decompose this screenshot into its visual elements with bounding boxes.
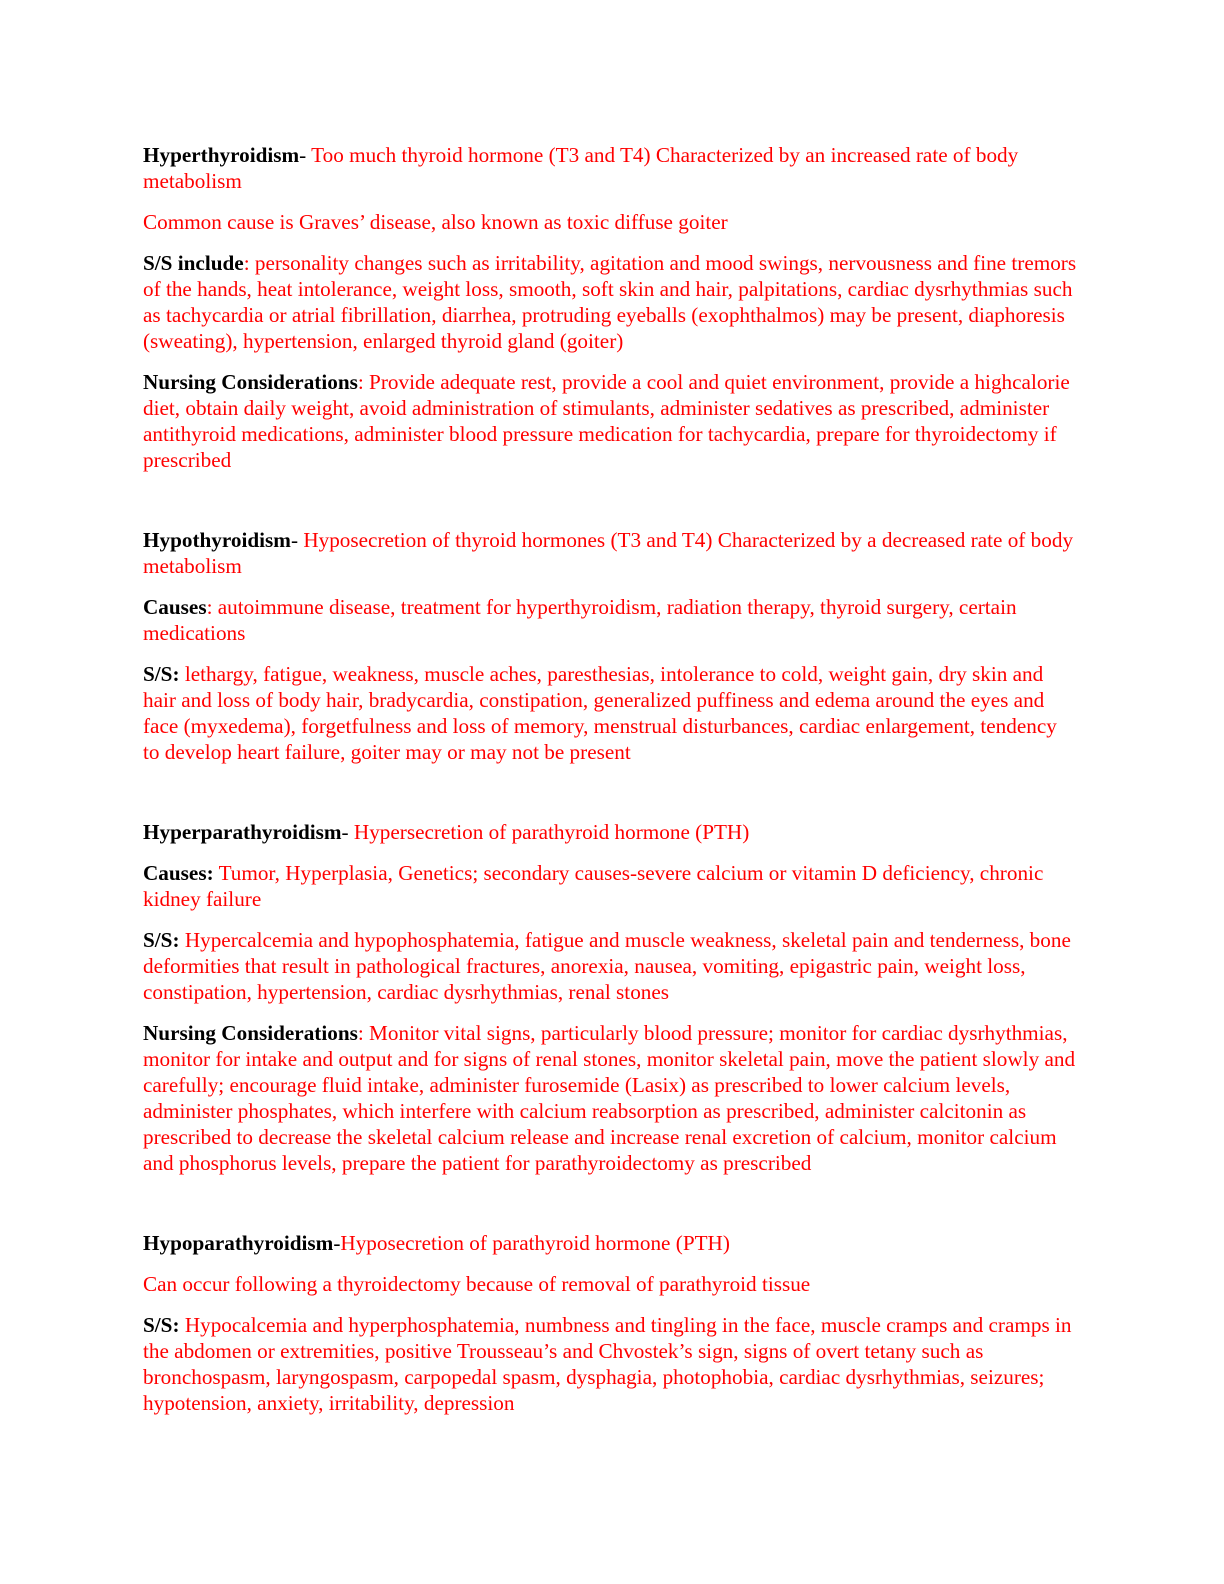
cause-paragraph (143, 1271, 1078, 1297)
definition-paragraph (143, 819, 1078, 845)
section-heading: Hypoparathyroidism (143, 1231, 334, 1255)
document-page (143, 142, 1078, 1416)
signs-symptoms-paragraph (143, 927, 1078, 1005)
causes-paragraph (143, 860, 1078, 912)
definition-paragraph (143, 1230, 1078, 1256)
label-separator: : (357, 1021, 370, 1045)
heading-separator: - (299, 143, 312, 167)
signs-symptoms-text: Hypercalcemia and hypophosphatemia, fatigue and muscle weakness, skeletal pain and tenderness, bone deformities that result in pathological fractures, anorexia, nausea, vomiting, epigastric pain, weight loss, constipation, hypertension, cardiac dysrhythmias, renal stones (143, 928, 1071, 1004)
section-heading: Hyperthyroidism (143, 143, 300, 167)
nursing-considerations-paragraph (143, 369, 1078, 473)
definition-text: Too much thyroid hormone (T3 and T4) Characterized by an increased rate of body metabolism (143, 143, 1019, 193)
signs-symptoms-label: S/S: (143, 662, 180, 686)
nursing-considerations-label: Nursing Considerations (143, 370, 358, 394)
section-heading: Hypothyroidism (143, 528, 291, 552)
nursing-considerations-paragraph (143, 1020, 1078, 1176)
cause-text: Can occur following a thyroidectomy because of removal of parathyroid tissue (143, 1272, 811, 1296)
section-heading: Hyperparathyroidism (143, 820, 342, 844)
definition-text: Hyposecretion of parathyroid hormone (PTH) (340, 1231, 730, 1255)
heading-separator: - (290, 528, 304, 552)
signs-symptoms-text: lethargy, fatigue, weakness, muscle aches, paresthesias, intolerance to cold, weight gain, dry skin and hair and loss of body hair, bradycardia, constipation, generalized puffiness and edema around the eyes and face (myxedema), forgetfulness and loss of memory, menstrual disturbances, cardiac enlargement, tendency to develop heart failure, goiter may or may not be present (143, 662, 1057, 764)
signs-symptoms-label: S/S include (143, 251, 244, 275)
cause-text: Common cause is Graves’ disease, also known as toxic diffuse goiter (143, 210, 728, 234)
nursing-considerations-text: Provide adequate rest, provide a cool and quiet environment, provide a highcalorie diet, obtain daily weight, avoid administration of stimulants, administer sedatives as prescribed, administer antithyroid medications, administer blood pressure medication for tachycardia, prepare for thyroidectomy if prescribed (143, 370, 1070, 472)
label-separator: : (243, 251, 255, 275)
section-hypothyroidism (143, 527, 1078, 765)
nursing-considerations-label: Nursing Considerations (143, 1021, 358, 1045)
definition-text: Hypersecretion of parathyroid hormone (PTH) (353, 820, 750, 844)
definition-paragraph (143, 142, 1078, 194)
signs-symptoms-label: S/S: (143, 928, 180, 952)
causes-label: Causes (143, 595, 207, 619)
heading-separator: - (333, 1231, 341, 1255)
signs-symptoms-label: S/S: (143, 1313, 180, 1337)
label-separator: : (206, 595, 218, 619)
nursing-considerations-text: Monitor vital signs, particularly blood pressure; monitor for cardiac dysrhythmias, monitor for intake and output and for signs of renal stones, monitor skeletal pain, move the patient slowly and carefully; encourage fluid intake, administer furosemide (Lasix) as prescribed to lower calcium levels, administer phosphates, which interfere with calcium reabsorption as prescribed, administer calcitonin as prescribed to decrease the skeletal calcium release and increase renal excretion of calcium, monitor calcium and phosphorus levels, prepare the patient for parathyroidectomy as prescribed (143, 1021, 1076, 1175)
causes-paragraph (143, 594, 1078, 646)
causes-text: autoimmune disease, treatment for hyperthyroidism, radiation therapy, thyroid surgery, certain medications (143, 595, 1017, 645)
signs-symptoms-paragraph (143, 1312, 1078, 1416)
section-hyperthyroidism (143, 142, 1078, 473)
cause-paragraph (143, 209, 1078, 235)
label-separator: : (357, 370, 370, 394)
signs-symptoms-text: personality changes such as irritability, agitation and mood swings, nervousness and fine tremors of the hands, heat intolerance, weight loss, smooth, soft skin and hair, palpitations, cardiac dysrhythmias such as tachycardia or atrial fibrillation, diarrhea, protruding eyeballs (exophthalmos) may be present, diaphoresis (sweating), hypertension, enlarged thyroid gland (goiter) (143, 251, 1077, 353)
causes-text: Tumor, Hyperplasia, Genetics; secondary causes-severe calcium or vitamin D deficiency, chronic kidney failure (143, 861, 1044, 911)
section-hyperparathyroidism (143, 819, 1078, 1176)
signs-symptoms-paragraph (143, 250, 1078, 354)
signs-symptoms-paragraph (143, 661, 1078, 765)
causes-label: Causes: (143, 861, 214, 885)
section-hypoparathyroidism (143, 1230, 1078, 1416)
definition-text: Hyposecretion of thyroid hormones (T3 and T4) Characterized by a decreased rate of body metabolism (143, 528, 1074, 578)
signs-symptoms-text: Hypocalcemia and hyperphosphatemia, numbness and tingling in the face, muscle cramps and cramps in the abdomen or extremities, positive Trousseau’s and Chvostek’s sign, signs of overt tetany such as bronchospasm, laryngospasm, carpopedal spasm, dysphagia, photophobia, cardiac dysrhythmias, seizures; hypotension, anxiety, irritability, depression (143, 1313, 1072, 1415)
definition-paragraph (143, 527, 1078, 579)
heading-separator: - (341, 820, 354, 844)
